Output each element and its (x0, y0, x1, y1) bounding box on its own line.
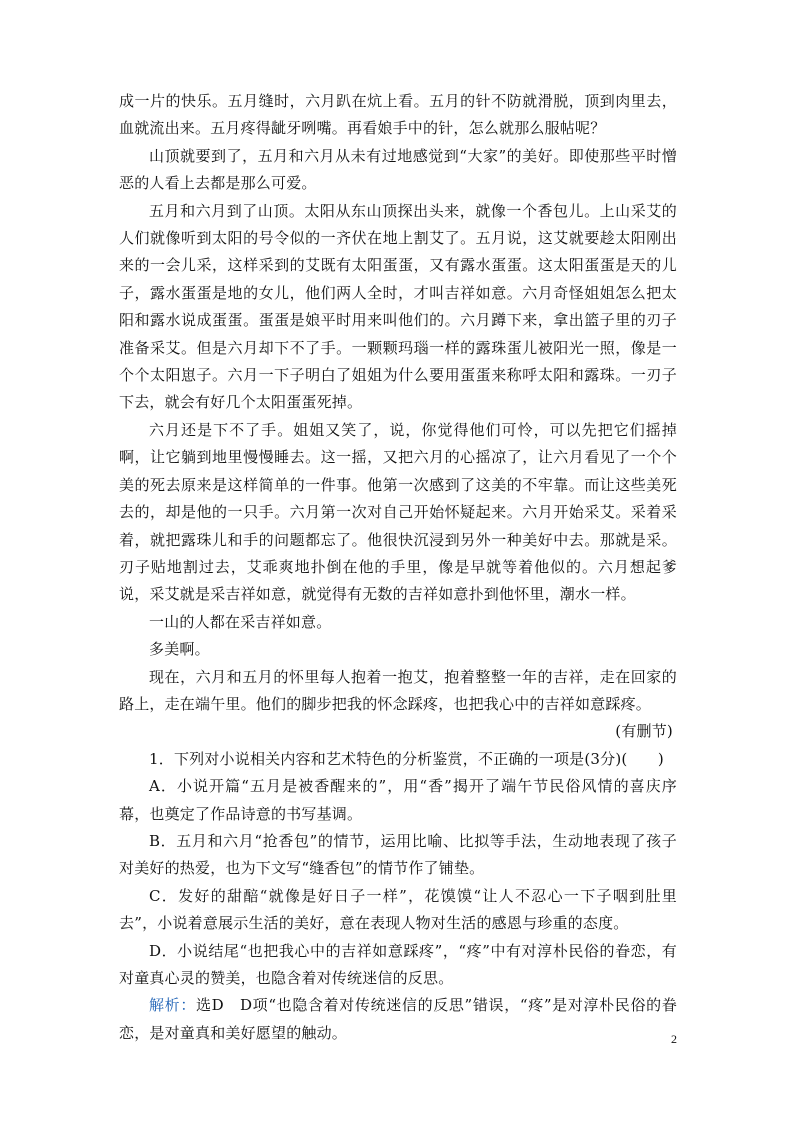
option-b: B．五月和六月“抢香包”的情节，运用比喻、比拟等手法，生动地表现了孩子对美好的热爱，也为下文写“缝香包”的情节作了铺垫。 (119, 831, 677, 878)
paragraph: 五月和六月到了山顶。太阳从东山顶探出头来，就像一个香包儿。上山采艾的人们就像听到太阳的号令似的一齐伏在地上割艾了。五月说，这艾就要趁太阳刚出来的一会儿采，这样采到的艾既有太阳蛋蛋，又有露水蛋蛋。这太阳蛋蛋是天的儿子，露水蛋蛋是地的女儿，他们两人全时，才叫吉祥如意。六月奇怪姐姐怎么把太阳和露水说成蛋蛋。蛋蛋是娘平时用来叫他们的。六月蹲下来，拿出篮子里的刃子准备采艾。但是六月却下不了手。一颗颗玛瑙一样的露珠蛋儿被阳光一照，像是一个个太阳崽子。六月一下子明白了姐姐为什么要用蛋蛋来称呼太阳和露珠。一刃子下去，就会有好几个太阳蛋蛋死掉。 (119, 201, 677, 412)
option-a: A．小说开篇“五月是被香醒来的”，用“香”揭开了端午节民俗风情的喜庆序幕，也奠定了作品诗意的书写基调。 (119, 777, 677, 823)
main-text (119, 88, 677, 1047)
paragraph: 现在，六月和五月的怀里每人抱着一抱艾，抱着整整一年的吉祥，走在回家的路上，走在端午里。他们的脚步把我的怀念踩疼，也把我心中的吉祥如意踩疼。 (119, 667, 677, 713)
question-stem: 1．下列对小说相关内容和艺术特色的分析鉴赏，不正确的一项是(3分)( ) (149, 749, 664, 768)
paragraph: 一山的人都在采吉祥如意。 (149, 612, 332, 631)
analysis-label: 解析： (149, 996, 196, 1015)
option-d: D．小说结尾“也把我心中的吉祥如意踩疼”，“疼”中有对淳朴民俗的眷恋，有对童真心灵的赞美，也隐含着对传统迷信的反思。 (119, 941, 677, 987)
paragraph: 六月还是下不了手。姐姐又笑了，说，你觉得他们可怜，可以先把它们摇掉啊，让它躺到地里慢慢睡去。这一摇，又把六月的心摇凉了，让六月看见了一个个美的死去原来是这样简单的一件事。他第一次感到了这美的不牢靠。而让这些美死去的，却是他的一只手。六月第一次对自己开始怀疑起来。六月开始采艾。采着采着，就把露珠儿和手的问题都忘了。他很快沉浸到另外一种美好中去。那就是采。刃子贴地割过去，艾乖爽地扑倒在他的手里，像是早就等着他似的。六月想起爹说，采艾就是采吉祥如意，就觉得有无数的吉祥如意扑到他怀里，潮水一样。 (119, 420, 677, 604)
paragraph: 山顶就要到了，五月和六月从未有过地感觉到“大家”的美好。即使那些平时憎恶的人看上去都是那么可爱。 (119, 146, 677, 193)
paragraph: 成一片的快乐。五月缝时，六月趴在炕上看。五月的针不防就滑脱，顶到肉里去，血就流出来。五月疼得龇牙咧嘴。再看娘手中的针，怎么就那么服帖呢？ (119, 92, 677, 138)
analysis-text: 选D D项“也隐含着对传统迷信的反思”错误，“疼”是对淳朴民俗的眷恋，是对童真和美好愿望的触动。 (119, 996, 677, 1042)
analysis (119, 992, 677, 1047)
paragraph: 多美啊。 (149, 640, 210, 659)
option-c: C．发好的甜醅“就像是好日子一样”，花馍馍“让人不忍心一下子咽到肚里去”，小说着意展示生活的美好，意在表现人物对生活的感恩与珍重的态度。 (119, 886, 677, 933)
page-number: 2 (671, 1032, 677, 1046)
abridged-note: (有删节) (615, 722, 673, 741)
